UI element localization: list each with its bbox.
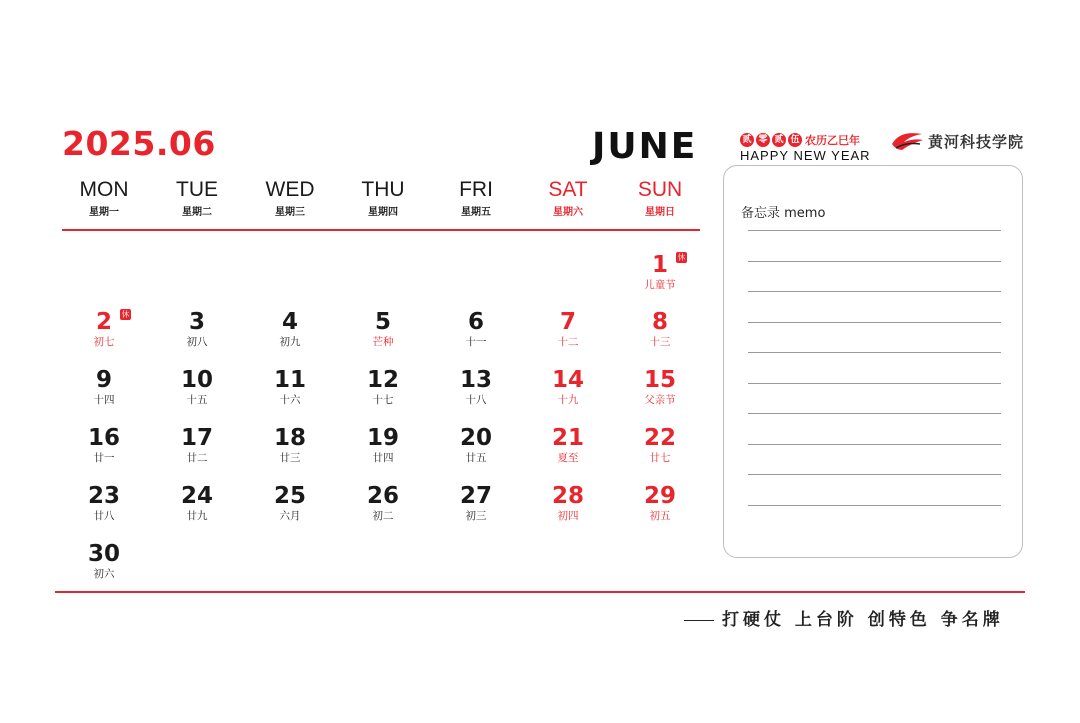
year-digit-circle: 贰 bbox=[740, 133, 754, 147]
holiday-rest-badge: 休 bbox=[121, 310, 130, 319]
memo-line bbox=[748, 383, 1001, 384]
day-cell[interactable] bbox=[335, 483, 431, 523]
weekday-cn-label: 星期一 bbox=[89, 207, 119, 218]
lunar-date-label: 廿四 bbox=[372, 452, 394, 464]
day-number: 6 bbox=[467, 309, 484, 335]
day-number: 29 bbox=[643, 483, 676, 509]
header-divider bbox=[62, 229, 700, 231]
lunar-date-label: 十五 bbox=[186, 394, 208, 406]
university-emblem-icon bbox=[890, 128, 924, 154]
weekday-tue bbox=[149, 178, 245, 218]
lunar-date-label: 初三 bbox=[465, 510, 487, 522]
day-cell[interactable] bbox=[149, 483, 245, 523]
day-number: 30 bbox=[87, 541, 120, 567]
day-number: 9 bbox=[95, 367, 112, 393]
lunar-date-label: 父亲节 bbox=[644, 394, 676, 406]
memo-label: 备忘录 memo bbox=[741, 206, 826, 221]
day-number: 8 bbox=[651, 309, 668, 335]
holiday-rest-badge: 休 bbox=[677, 253, 686, 262]
lunar-date-label: 初九 bbox=[279, 336, 301, 348]
day-number: 12 bbox=[366, 367, 399, 393]
weekday-sat bbox=[520, 178, 616, 218]
lunar-date-label: 初七 bbox=[93, 336, 115, 348]
weekday-en-label: WED bbox=[265, 178, 315, 201]
memo-line bbox=[748, 261, 1001, 262]
day-number: 14 bbox=[551, 367, 584, 393]
lunar-date-label: 十八 bbox=[465, 394, 487, 406]
weekday-fri bbox=[428, 178, 524, 218]
lunar-date-label: 十九 bbox=[557, 394, 579, 406]
weekday-mon bbox=[56, 178, 152, 218]
lunar-date-label: 十四 bbox=[93, 394, 115, 406]
weekday-thu bbox=[335, 178, 431, 218]
lunar-new-year-badge bbox=[740, 132, 871, 163]
weekday-wed bbox=[242, 178, 338, 218]
happy-new-year-label: HAPPY NEW YEAR bbox=[740, 148, 871, 163]
day-cell[interactable] bbox=[335, 309, 431, 349]
day-number: 4 bbox=[281, 309, 298, 335]
day-number: 21 bbox=[551, 425, 584, 451]
year-month-title: 2025.06 bbox=[62, 124, 216, 163]
weekday-en-label: THU bbox=[361, 178, 405, 201]
lunar-date-label: 初五 bbox=[649, 510, 671, 522]
weekday-en-label: FRI bbox=[459, 178, 493, 201]
day-number: 18 bbox=[273, 425, 306, 451]
day-cell[interactable] bbox=[520, 425, 616, 465]
day-number: 28 bbox=[551, 483, 584, 509]
day-cell[interactable] bbox=[56, 483, 152, 523]
day-number: 13 bbox=[459, 367, 492, 393]
day-cell[interactable] bbox=[149, 367, 245, 407]
day-cell[interactable] bbox=[56, 541, 152, 581]
day-number: 16 bbox=[87, 425, 120, 451]
day-cell[interactable] bbox=[56, 309, 152, 349]
slogan bbox=[684, 605, 1004, 630]
day-number: 22 bbox=[643, 425, 676, 451]
day-number: 26 bbox=[366, 483, 399, 509]
day-number: 24 bbox=[180, 483, 213, 509]
lunar-date-label: 十一 bbox=[465, 336, 487, 348]
day-cell[interactable] bbox=[612, 309, 708, 349]
lunar-date-label: 夏至 bbox=[557, 452, 579, 464]
university-name: 黄河科技学院 bbox=[928, 132, 1025, 151]
university-logo bbox=[890, 128, 1024, 154]
memo-line bbox=[748, 413, 1001, 414]
lunar-year-label: 农历乙巳年 bbox=[805, 134, 860, 147]
lunar-date-label: 廿五 bbox=[465, 452, 487, 464]
month-name-title: JUNE bbox=[592, 126, 698, 167]
slogan-text: 打硬仗 上台阶 创特色 争名牌 bbox=[722, 610, 1004, 630]
lunar-date-label: 十七 bbox=[372, 394, 394, 406]
day-cell[interactable] bbox=[149, 309, 245, 349]
memo-panel bbox=[723, 165, 1023, 558]
weekday-en-label: MON bbox=[79, 178, 129, 201]
day-cell[interactable] bbox=[335, 425, 431, 465]
lunar-date-label: 十三 bbox=[649, 336, 671, 348]
day-cell[interactable] bbox=[520, 483, 616, 523]
weekday-cn-label: 星期二 bbox=[182, 207, 212, 218]
day-cell[interactable] bbox=[56, 367, 152, 407]
memo-line bbox=[748, 322, 1001, 323]
day-cell[interactable] bbox=[520, 309, 616, 349]
day-number: 10 bbox=[180, 367, 213, 393]
lunar-date-label: 廿八 bbox=[93, 510, 115, 522]
lunar-date-label: 初二 bbox=[372, 510, 394, 522]
lunar-date-label: 六月 bbox=[279, 510, 301, 522]
day-cell[interactable] bbox=[428, 425, 524, 465]
day-cell[interactable] bbox=[612, 367, 708, 407]
weekday-cn-label: 星期三 bbox=[275, 207, 305, 218]
year-digit-circle: 贰 bbox=[772, 133, 786, 147]
day-cell[interactable] bbox=[56, 425, 152, 465]
year-digit-circle: 零 bbox=[756, 133, 770, 147]
weekday-cn-label: 星期六 bbox=[553, 207, 583, 218]
lunar-date-label: 初六 bbox=[93, 568, 115, 580]
day-cell[interactable] bbox=[612, 425, 708, 465]
day-cell[interactable] bbox=[242, 367, 338, 407]
day-number: 5 bbox=[374, 309, 391, 335]
day-number: 15 bbox=[643, 367, 676, 393]
weekday-cn-label: 星期四 bbox=[368, 207, 398, 218]
memo-line bbox=[748, 291, 1001, 292]
day-cell[interactable] bbox=[242, 483, 338, 523]
lunar-date-label: 廿三 bbox=[279, 452, 301, 464]
memo-line bbox=[748, 444, 1001, 445]
day-cell[interactable] bbox=[242, 425, 338, 465]
day-number: 20 bbox=[459, 425, 492, 451]
memo-line bbox=[748, 230, 1001, 231]
day-cell[interactable] bbox=[428, 367, 524, 407]
lunar-date-label: 廿一 bbox=[93, 452, 115, 464]
weekday-en-label: SAT bbox=[548, 178, 588, 201]
day-cell[interactable] bbox=[428, 483, 524, 523]
day-cell[interactable] bbox=[520, 367, 616, 407]
day-number: 3 bbox=[188, 309, 205, 335]
day-cell[interactable] bbox=[428, 309, 524, 349]
lunar-date-label: 十六 bbox=[279, 394, 301, 406]
lunar-date-label: 廿七 bbox=[649, 452, 671, 464]
weekday-cn-label: 星期五 bbox=[461, 207, 491, 218]
day-cell[interactable] bbox=[335, 367, 431, 407]
day-cell[interactable] bbox=[612, 483, 708, 523]
day-number: 1 bbox=[651, 252, 668, 278]
memo-line bbox=[748, 352, 1001, 353]
day-cell[interactable] bbox=[149, 425, 245, 465]
day-number: 25 bbox=[273, 483, 306, 509]
weekday-en-label: TUE bbox=[176, 178, 218, 201]
memo-line bbox=[748, 474, 1001, 475]
weekday-cn-label: 星期日 bbox=[645, 207, 675, 218]
year-digit-circle: 伍 bbox=[788, 133, 802, 147]
slogan-dash bbox=[684, 620, 714, 622]
lunar-date-label: 廿二 bbox=[186, 452, 208, 464]
lunar-date-label: 廿九 bbox=[186, 510, 208, 522]
weekday-en-label: SUN bbox=[637, 178, 683, 201]
lunar-date-label: 十二 bbox=[557, 336, 579, 348]
day-number: 27 bbox=[459, 483, 492, 509]
day-cell[interactable] bbox=[612, 252, 708, 292]
day-number: 23 bbox=[87, 483, 120, 509]
lunar-date-label: 初八 bbox=[186, 336, 208, 348]
weekday-sun bbox=[612, 178, 708, 218]
lunar-date-label: 芒种 bbox=[372, 336, 394, 348]
day-number: 7 bbox=[559, 309, 576, 335]
memo-line bbox=[748, 505, 1001, 506]
lunar-date-label: 初四 bbox=[557, 510, 579, 522]
day-cell[interactable] bbox=[242, 309, 338, 349]
day-number: 17 bbox=[180, 425, 213, 451]
day-number: 11 bbox=[273, 367, 306, 393]
day-number: 19 bbox=[366, 425, 399, 451]
footer-divider bbox=[55, 591, 1025, 593]
lunar-date-label: 儿童节 bbox=[644, 279, 676, 291]
day-number: 2 bbox=[95, 309, 112, 335]
